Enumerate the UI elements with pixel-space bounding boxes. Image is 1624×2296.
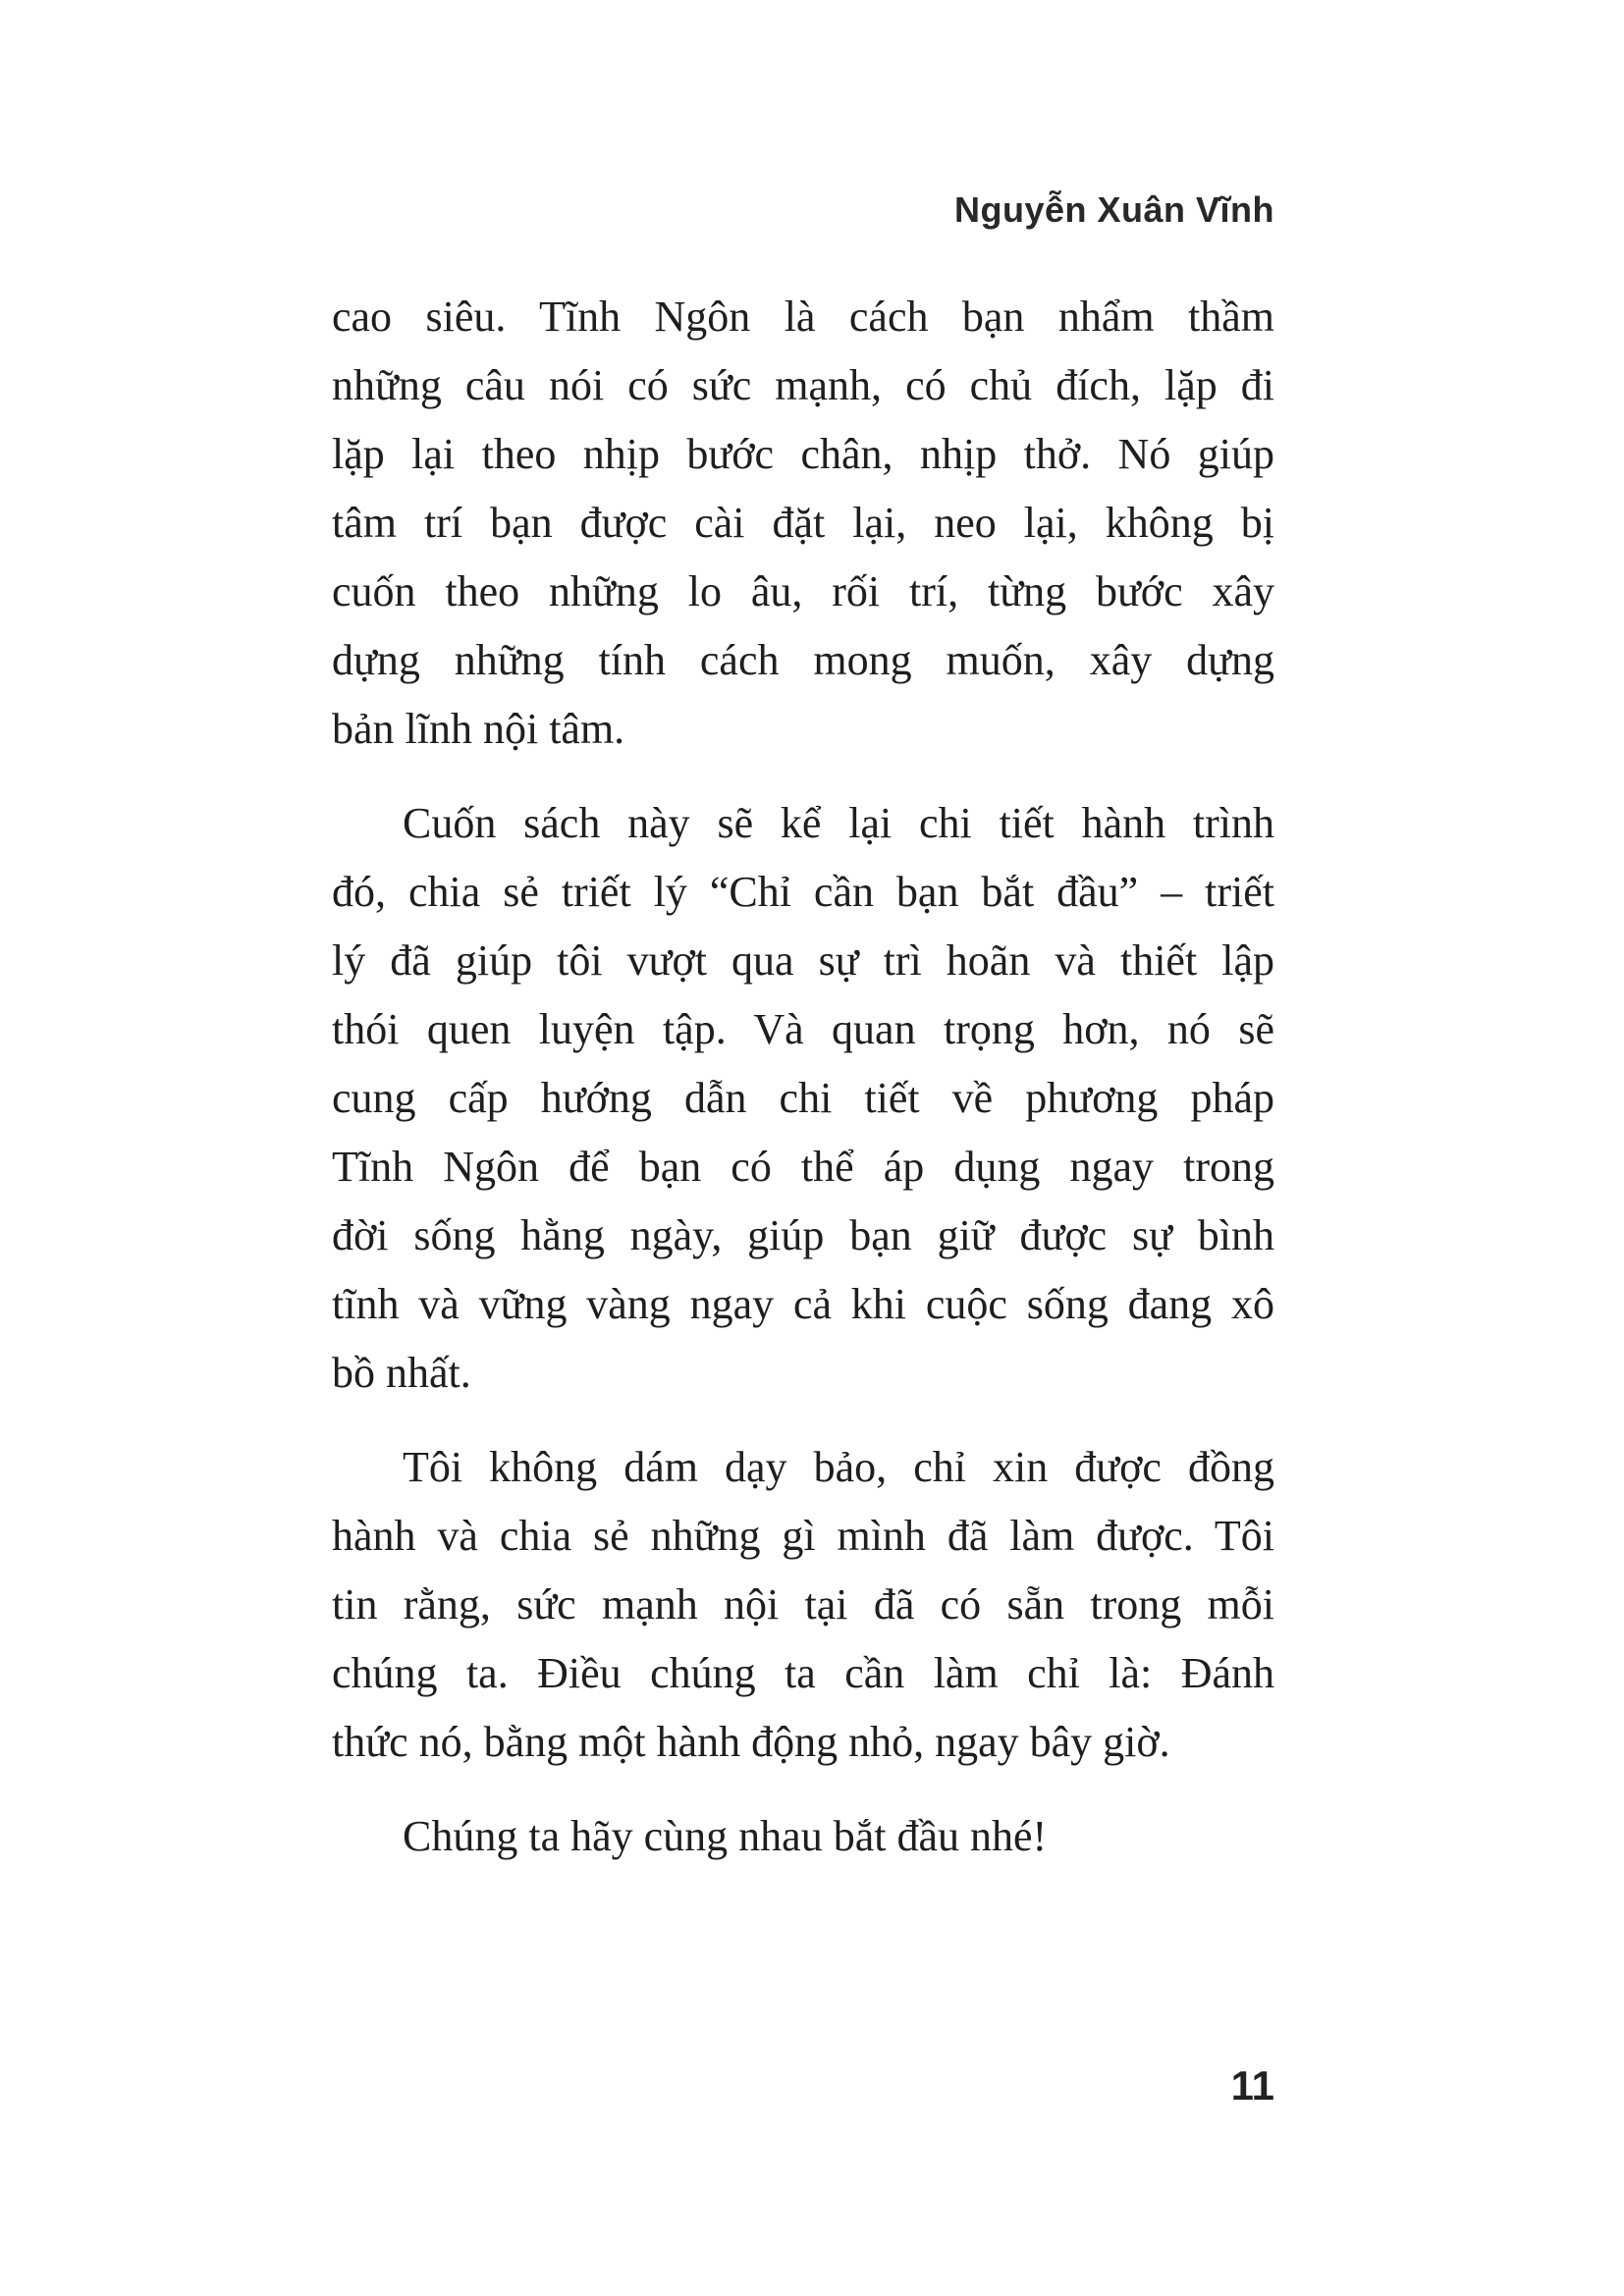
text-line: chúng ta. Điều chúng ta cần làm chỉ là: Đánh xyxy=(332,1649,1274,1697)
text-line: bản lĩnh nội tâm. xyxy=(332,705,625,753)
text-line: thức nó, bằng một hành động nhỏ, ngay bây giờ. xyxy=(332,1718,1170,1766)
text-line: tin rằng, sức mạnh nội tại đã có sẵn trong mỗi xyxy=(332,1580,1274,1629)
body-text xyxy=(332,283,1274,1896)
text-line: những câu nói có sức mạnh, có chủ đích, lặp đi xyxy=(332,361,1274,409)
text-line: Chúng ta hãy cùng nhau bắt đầu nhé! xyxy=(403,1812,1048,1860)
text-line: thói quen luyện tập. Và quan trọng hơn, nó sẽ xyxy=(332,1005,1274,1053)
paragraph xyxy=(332,789,1274,1408)
paragraph xyxy=(332,1433,1274,1777)
running-header: Nguyễn Xuân Vĩnh xyxy=(953,189,1274,230)
text-line: Cuốn sách này sẽ kể lại chi tiết hành trình xyxy=(403,799,1274,847)
text-line: hành và chia sẻ những gì mình đã làm được. Tôi xyxy=(332,1512,1274,1560)
text-line: cuốn theo những lo âu, rối trí, từng bước xây xyxy=(332,567,1274,615)
text-line: lặp lại theo nhịp bước chân, nhịp thở. Nó giúp xyxy=(332,430,1274,478)
text-line: tĩnh và vững vàng ngay cả khi cuộc sống đang xô xyxy=(332,1280,1274,1328)
page-number: 11 xyxy=(1230,2062,1274,2109)
text-line: cao siêu. Tĩnh Ngôn là cách bạn nhẩm thầm xyxy=(332,293,1274,341)
text-line: Tôi không dám dạy bảo, chỉ xin được đồng xyxy=(403,1443,1274,1491)
paragraph xyxy=(332,283,1274,764)
text-line: bồ nhất. xyxy=(332,1349,471,1397)
text-line: tâm trí bạn được cài đặt lại, neo lại, không bị xyxy=(332,499,1274,547)
paragraph xyxy=(332,1802,1274,1871)
text-line: cung cấp hướng dẫn chi tiết về phương pháp xyxy=(332,1074,1274,1122)
text-line: đó, chia sẻ triết lý “Chỉ cần bạn bắt đầu” – triết xyxy=(332,868,1274,916)
text-line: lý đã giúp tôi vượt qua sự trì hoãn và thiết lập xyxy=(332,936,1274,985)
text-line: dựng những tính cách mong muốn, xây dựng xyxy=(332,636,1274,684)
text-line: đời sống hằng ngày, giúp bạn giữ được sự bình xyxy=(332,1211,1274,1259)
text-line: Tĩnh Ngôn để bạn có thể áp dụng ngay trong xyxy=(332,1143,1274,1191)
